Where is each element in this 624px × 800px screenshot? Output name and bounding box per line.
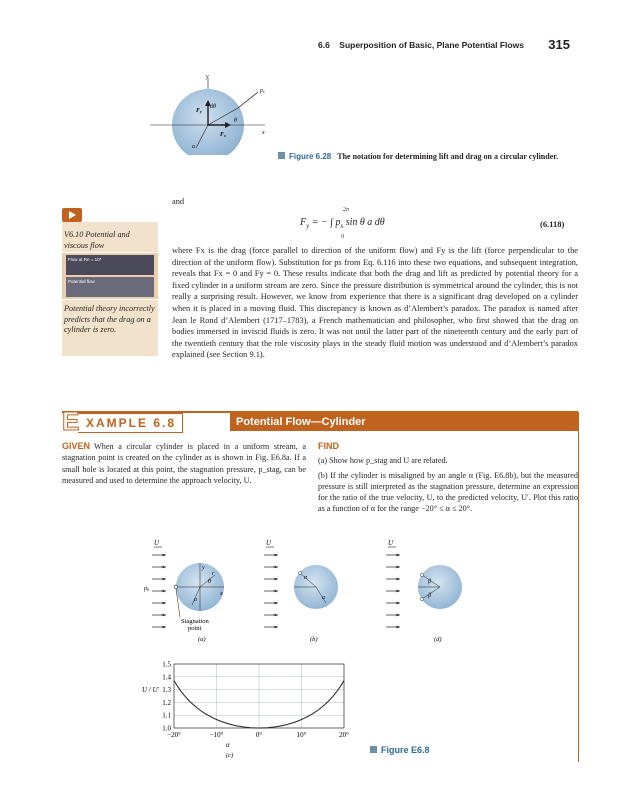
figure-label: Figure 6.28 xyxy=(289,152,332,161)
thumb-bottom xyxy=(66,277,154,297)
y-tick-label: 1.4 xyxy=(162,673,171,682)
xlabel-alpha: α xyxy=(226,741,230,749)
eq-upper-limit: 2π xyxy=(343,207,350,213)
example-e: E xyxy=(62,406,80,436)
panel-a-label: (a) xyxy=(198,636,206,643)
y-tick-label: 1.1 xyxy=(162,711,171,720)
figure-6-28-caption xyxy=(278,152,578,162)
example-side-rule xyxy=(578,412,579,762)
stagnation-hole xyxy=(174,585,178,589)
point-label: point xyxy=(188,625,202,632)
p0-main: p xyxy=(144,586,147,592)
streamlines-a xyxy=(152,555,166,627)
caption-marker-e68 xyxy=(370,746,377,753)
u-label-b: U xyxy=(266,539,272,547)
hole-upper-d xyxy=(420,573,423,576)
thumb-top xyxy=(66,255,154,275)
hole-b xyxy=(298,571,301,574)
fx-main: F xyxy=(220,132,225,138)
fig628-x-label: x xyxy=(262,130,265,136)
example-title: Potential Flow—Cylinder xyxy=(230,413,578,431)
p0-label xyxy=(143,586,149,592)
caption-text: The notation for determining lift and drag on a circular cylinder. xyxy=(337,152,559,161)
ylabel-text: U / U′ xyxy=(142,686,160,694)
thumb-top-label: Flow at Re = 10⁵ xyxy=(68,257,102,262)
video-thumbnail[interactable] xyxy=(62,253,158,299)
body-paragraph: where Fx is the drag (force parallel to direction of the uniform flow) and Fy is the lift (force perpendicular to the direction of the uniform flow). Substitution for ps from Eq. 6.116 into these two equations, and subsequent integration, reveals that Fx = 0 and Fy = 0. These results indicate that both the drag and lift as predicted by potential theory for a fixed cylinder in a uniform stream are zero. Since the pressure distribution is symmetrical around the cylinder, this is not really a surprising result. However, we know from experience that there is a significant drag developed on a cylinder when it is placed in a moving fluid. This discrepancy is known as d’Alembert’s paradox. The paradox is named after Jean le Rond d’Alembert (1717–1783), a French mathematician and philosopher, who first showed that the drag on bodies immersed in inviscid fluids is zero. It was not until the latter part of the nineteenth century and the early part of the twentieth century that the role viscosity plays in the steady fluid motion was understood and d’Alembert’s paradox explained (see Section 9.1). xyxy=(172,246,578,360)
ps-label-main: p xyxy=(260,88,263,94)
section-title: Superposition of Basic, Plane Potential Flows xyxy=(339,40,524,50)
eq-lhs: F xyxy=(300,217,307,228)
fig628-ps-label xyxy=(259,88,265,94)
figure-6-28 xyxy=(150,70,280,155)
fx-sub: x xyxy=(224,133,227,138)
example-word: XAMPLE xyxy=(86,416,149,430)
example-label xyxy=(78,413,183,433)
panel-d-label: (d) xyxy=(434,636,442,643)
figure-e6-8-diagrams xyxy=(140,535,470,645)
beta-lower-label: β xyxy=(428,593,431,599)
find-keyword: FIND xyxy=(318,441,339,451)
streamlines-b xyxy=(264,555,278,627)
u-label-d: U xyxy=(388,539,394,547)
x-tick-label: −10° xyxy=(209,731,224,739)
video-note xyxy=(62,208,158,251)
panel-c-label: (c) xyxy=(226,752,234,758)
y-tick-label: 1.0 xyxy=(162,724,171,733)
fig628-dtheta-label: dθ xyxy=(210,104,216,110)
example-number: 6.8 xyxy=(153,416,177,430)
find-block xyxy=(318,441,578,515)
figure-e6-8-caption xyxy=(370,745,430,755)
y-tick-label: 1.2 xyxy=(162,698,171,707)
find-a: (a) Show how p_stag and U are related. xyxy=(318,456,448,466)
streamlines-d xyxy=(386,555,400,627)
fig628-y-label: y xyxy=(206,74,209,80)
x-tick-label: 10° xyxy=(296,731,307,739)
x-tick-label: 0° xyxy=(255,731,263,739)
eq-rhs-tail: sin θ a dθ xyxy=(343,217,385,228)
panel-b xyxy=(264,539,338,643)
figure-e6-8-label: Figure E6.8 xyxy=(381,745,430,755)
y-tick-label: 1.5 xyxy=(162,660,171,669)
panel-d xyxy=(386,539,462,643)
intro-text: and xyxy=(172,197,185,206)
find-b: (b) If the cylinder is misaligned by an angle α (Fig. E6.8b), but the measured pressure is still interpreted as the stagnation pressure, determine an expression for the ratio of the true velocity, U, to the predicted velocity, U′. Plot this ratio as a function of α for the range −20° ≤ α ≤ 20°. xyxy=(318,470,578,514)
given-block xyxy=(62,441,306,486)
running-header xyxy=(318,37,570,52)
section-number: 6.6 xyxy=(318,40,330,50)
play-icon[interactable] xyxy=(62,208,82,222)
y-label-a: y xyxy=(202,565,205,571)
x-tick-label: 20° xyxy=(339,731,349,739)
page-number: 315 xyxy=(548,37,570,52)
fig628-a-label: a xyxy=(192,144,195,150)
chart-grid xyxy=(174,664,344,728)
eq-rhs-sub: s xyxy=(340,222,344,230)
example-header xyxy=(62,406,578,436)
thumb-bottom-label: Potential flow xyxy=(68,279,95,284)
fig628-fx-label xyxy=(220,132,226,138)
given-text: When a circular cylinder is placed in a uniform stream, a stagnation point is created on the cylinder as is shown in Fig. E6.8a. If a small hole is located at this point, the stagnation pressure, p_stag, can be measured and used to determine the approach velocity, U. xyxy=(62,442,306,485)
ylabel-u xyxy=(142,686,160,694)
stagnation-label: Stagnation xyxy=(181,618,209,625)
hole-lower-d xyxy=(420,597,423,600)
figure-e6-8c-chart xyxy=(130,658,360,758)
chart-ticks xyxy=(162,661,349,740)
beta-upper-label: β xyxy=(428,579,431,585)
fy-main: F xyxy=(196,108,201,114)
eq-lhs-sub: y xyxy=(306,222,310,230)
a-label-a: a xyxy=(194,597,197,603)
panel-b-label: (b) xyxy=(310,636,318,643)
p0-sub: 0 xyxy=(147,587,149,592)
ps-arrow xyxy=(238,92,258,108)
given-keyword: GIVEN xyxy=(62,441,91,451)
eq-lower-limit: 0 xyxy=(341,234,344,240)
fig628-fy-label xyxy=(196,108,202,114)
theta-label-a: θ xyxy=(208,579,211,585)
equation-number: (6.118) xyxy=(540,219,565,229)
ps-label-sub: s xyxy=(263,89,265,94)
fig628-theta-label: θ xyxy=(234,118,237,124)
a-label-b: a xyxy=(322,595,325,601)
video-label: V6.10 Potential and viscous flow xyxy=(64,230,130,250)
y-tick-label: 1.3 xyxy=(162,686,171,695)
x-label-a: x xyxy=(220,591,223,597)
eq-rhs: = − ∫ p xyxy=(309,217,341,228)
margin-note: Potential theory incorrectly predicts that the drag on a cylinder is zero. xyxy=(64,304,155,335)
fy-sub: y xyxy=(200,109,202,114)
panel-a xyxy=(143,539,224,643)
u-label-a: U xyxy=(154,539,160,547)
caption-marker xyxy=(278,152,285,159)
x-tick-label: −20° xyxy=(167,731,181,739)
equation-6-118 xyxy=(300,217,385,230)
r-label-a: r xyxy=(212,571,215,577)
alpha-label-b: α xyxy=(304,575,308,581)
